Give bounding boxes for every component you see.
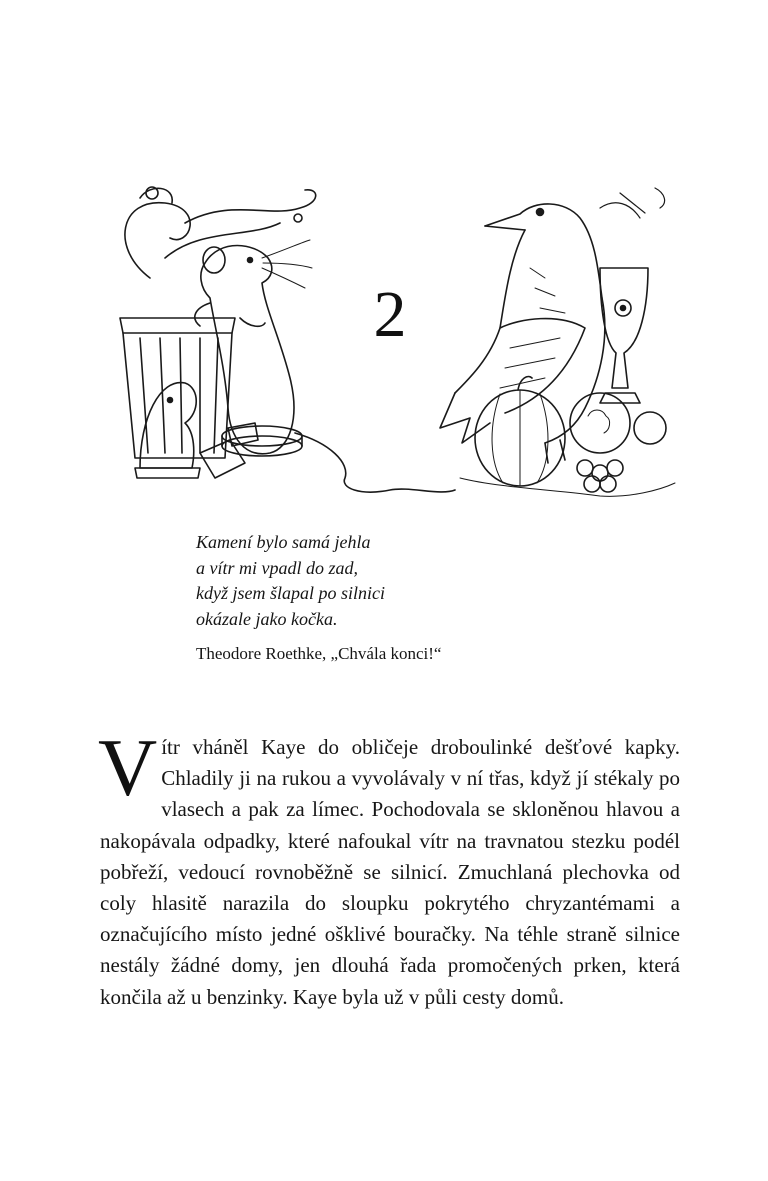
- chapter-number: 2: [373, 278, 407, 351]
- epigraph-line: Kamení bylo samá jehla: [196, 532, 371, 552]
- body-paragraph: ítr vháněl Kaye do obličeje droboulinké dešťové kapky. Chladily ji na rukou a vyvolávaly v ní třas, když jí stékaly po vlasech a pak za límec. Pochodovala se skloněnou hlavou a nakopávala odpadky, které nafoukal vítr na travnatou stezku podél pobřeží, vedoucí rovnoběžně se silnicí. Zmuchlaná plechovka od coly hlasitě narazila do sloupku pokrytého chryzantémami a označujícího místo jedné ošklivé bouračky. Na téhle straně silnice nestály žádné domy, jen dlouhá řada promočených prken, která končila až u benzinky. Kaye byla už v půli cesty domů.: [100, 735, 680, 1009]
- epigraph-line: okázale jako kočka.: [196, 608, 338, 629]
- chapter-body: [98, 722, 680, 1013]
- epigraph-line: když jsem šlapal po silnici: [196, 583, 385, 603]
- epigraph: [196, 530, 596, 664]
- crow-icon: [440, 188, 675, 496]
- epigraph-attribution: Theodore Roethke, „Chvála konci!“: [196, 644, 442, 663]
- epigraph-line: a vítr mi vpadl do zad,: [196, 557, 358, 578]
- drop-cap: V: [98, 722, 158, 813]
